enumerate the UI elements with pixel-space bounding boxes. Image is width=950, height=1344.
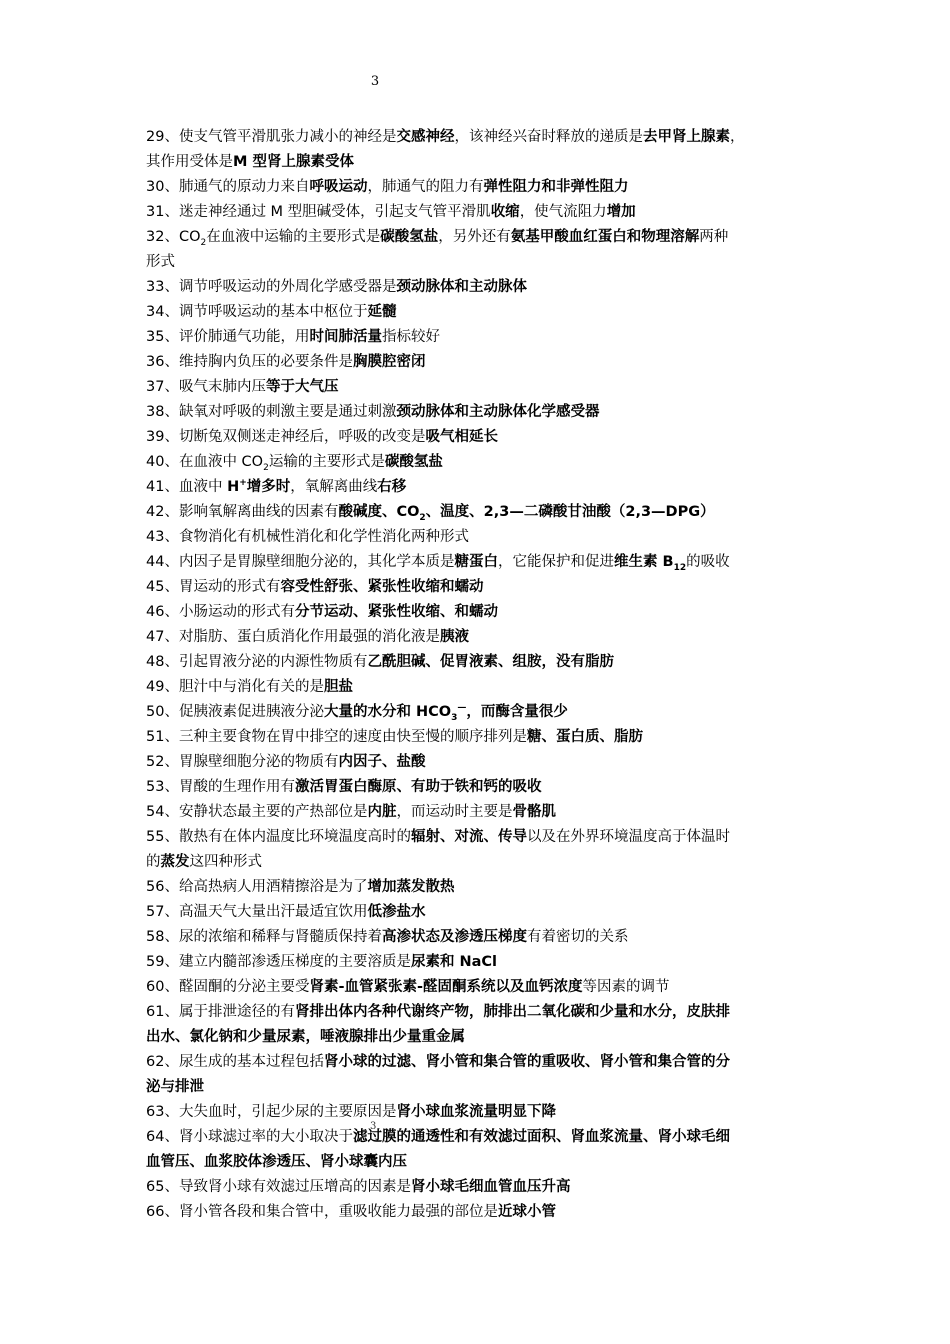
bold-text: 肾小球的过滤、肾小管和集合管的重吸收、肾小管和集合管的分 [323, 1054, 730, 1070]
text-line [146, 900, 816, 925]
overlay-page-mark: 3 [370, 1121, 377, 1132]
bold-text: 胸膜腔密闭 [352, 354, 426, 370]
text-segment: 60、醛固酮的分泌主要受 [146, 979, 310, 995]
text-line [146, 1200, 816, 1225]
text-line [146, 650, 816, 675]
text-line [146, 550, 816, 575]
text-segment: 34、调节呼吸运动的基本中枢位于 [146, 304, 368, 320]
text-segment: 40、在血液中 CO [146, 454, 264, 470]
bold-text: 高渗状态及渗透压梯度 [381, 929, 527, 945]
text-segment: 等因素的调节 [582, 979, 670, 995]
text-segment: 59、建立内髓部渗透压梯度的主要溶质是 [146, 954, 411, 970]
text-segment: 这四种形式 [189, 854, 262, 870]
text-segment: 形式 [146, 254, 175, 270]
text-segment: 37、吸气末肺内压 [146, 379, 266, 395]
text-line [146, 525, 816, 550]
text-line [146, 425, 816, 450]
text-segment: 45、胃运动的形式有 [146, 579, 281, 595]
text-line [146, 275, 816, 300]
text-segment: 32、CO [146, 229, 201, 245]
text-segment: 有着密切的关系 [526, 929, 629, 945]
text-segment: 43、食物消化有机械性消化和化学性消化两种形式 [146, 529, 469, 545]
text-segment: ，另外还有 [438, 229, 511, 245]
text-line [146, 1050, 816, 1075]
bold-text: M 型肾上腺素受体 [233, 154, 354, 170]
bold-text: 等于大气压 [265, 379, 339, 395]
text-segment: 3 [451, 712, 458, 723]
bold-text: 大量的水分和 HCO [323, 704, 452, 720]
text-line [146, 500, 816, 525]
text-line [146, 250, 816, 275]
text-segment: 46、小肠运动的形式有 [146, 604, 295, 620]
bold-text: 右移 [377, 479, 407, 495]
text-segment: 2 [419, 512, 426, 523]
text-line [146, 800, 816, 825]
text-segment: 30、肺通气的原动力来自 [146, 179, 310, 195]
bold-text: 泌与排泄 [146, 1079, 204, 1095]
text-segment: 2 [263, 462, 269, 473]
text-segment: 2 [200, 237, 207, 248]
bold-text: 分节运动、紧张性收缩、和蠕动 [294, 604, 498, 620]
text-line [146, 225, 816, 250]
text-line [146, 700, 816, 725]
page-number: 3 [370, 74, 380, 89]
text-segment: 47、对脂肪、蛋白质消化作用最强的消化液是 [146, 629, 440, 645]
bold-text: 肾排出体内各种代谢终产物，肺排出二氧化碳和少量和水分，皮肤排 [294, 1004, 730, 1020]
text-line [146, 1000, 816, 1025]
text-line [146, 600, 816, 625]
bold-text: 颈动脉体和主动脉体化学感受器 [396, 404, 600, 420]
bold-text: H [227, 479, 240, 495]
text-segment: ，该神经兴奋时释放的递质是 [454, 129, 643, 145]
text-line [146, 925, 816, 950]
bold-text: 碳酸氢盐 [384, 454, 443, 470]
text-segment: 56、给高热病人用酒精擦浴是为了 [146, 879, 368, 895]
text-line [146, 625, 816, 650]
bold-text: 碳酸氢盐 [380, 229, 439, 245]
text-segment: 61、属于排泄途径的有 [146, 1004, 295, 1020]
text-line [146, 575, 816, 600]
text-segment: 33、调节呼吸运动的外周化学感受器是 [146, 279, 397, 295]
text-segment: 29、使支气管平滑肌张力减小的神经是 [146, 129, 397, 145]
text-line [146, 150, 816, 175]
bold-text: 增多时 [246, 479, 291, 495]
text-segment: 运输的主要形式是 [268, 454, 385, 470]
text-line [146, 375, 816, 400]
bold-text: 肾素-血管紧张素-醛固酮系统以及血钙浓度 [309, 979, 583, 995]
text-line [146, 1125, 816, 1150]
text-line [146, 1100, 816, 1125]
text-line [146, 875, 816, 900]
bold-text: 糖蛋白 [454, 554, 498, 570]
bold-text: 辐射、对流、传导 [410, 829, 527, 845]
bold-text: 颈动脉体和主动脉体 [396, 279, 527, 295]
text-line [146, 975, 816, 1000]
bold-text: 胰液 [439, 629, 469, 645]
text-segment: 41、血液中 [146, 479, 228, 495]
text-line [146, 325, 816, 350]
bold-text: 维生素 B [613, 554, 674, 570]
bold-text: 呼吸运动 [309, 179, 368, 195]
bold-text: 增加 [606, 204, 636, 220]
text-segment: 36、维持胸内负压的必要条件是 [146, 354, 353, 370]
bold-text: 肾小球毛细血管血压升高 [410, 1179, 571, 1195]
text-line [146, 825, 816, 850]
text-segment: 在血液中运输的主要形式是 [206, 229, 381, 245]
text-segment: 66、肾小管各段和集合管中，重吸收能力最强的部位是 [146, 1204, 498, 1220]
bold-text: 骨骼肌 [512, 804, 556, 820]
bold-text: 内脏 [367, 804, 397, 820]
text-segment: ，它能保护和促进 [497, 554, 614, 570]
text-segment: 以及在外界环境温度高于体温时 [526, 829, 730, 845]
text-line [146, 675, 816, 700]
bold-text: 激活胃蛋白酶原、有助于铁和钙的吸收 [294, 779, 542, 795]
text-segment: 54、安静状态最主要的产热部位是 [146, 804, 368, 820]
text-segment: 58、尿的浓缩和稀释与肾髓质保持着 [146, 929, 382, 945]
text-segment: 其作用受体是 [146, 154, 233, 170]
text-line [146, 775, 816, 800]
text-segment: 12 [673, 562, 687, 573]
bold-text: 低渗盐水 [367, 904, 426, 920]
bold-text: ，而酶含量很少 [466, 704, 568, 720]
bold-text: 酸碱度、CO [338, 504, 420, 520]
text-segment: ， [729, 129, 745, 145]
text-segment: 的吸收 [686, 554, 730, 570]
text-line [146, 450, 816, 475]
text-line [146, 750, 816, 775]
text-line [146, 350, 816, 375]
text-segment: ，使气流阻力 [519, 204, 607, 220]
text-segment: 31、迷走神经通过 M 型胆碱受体，引起支气管平滑肌 [146, 204, 491, 220]
text-segment: 51、三种主要食物在胃中排空的速度由快至慢的顺序排列是 [146, 729, 527, 745]
text-line [146, 1075, 816, 1100]
bold-text: 出水、氯化钠和少量尿素，唾液腺排出少量重金属 [146, 1029, 465, 1045]
bold-text: 去甲肾上腺素 [642, 129, 730, 145]
text-segment: 的 [146, 854, 161, 870]
bold-text: 近球小管 [497, 1204, 556, 1220]
text-line [146, 475, 816, 500]
bold-text: 氨基甲酸血红蛋白和物理溶解 [510, 229, 700, 245]
text-segment: ，而运动时主要是 [396, 804, 513, 820]
text-segment: 63、大失血时，引起少尿的主要原因是 [146, 1104, 397, 1120]
bold-text: 血管压、血浆胶体渗透压、肾小球囊内压 [146, 1154, 407, 1170]
text-segment: 指标较好 [381, 329, 440, 345]
bold-text: 容受性舒张、紧张性收缩和蠕动 [280, 579, 484, 595]
text-segment: 62、尿生成的基本过程包括 [146, 1054, 324, 1070]
text-segment: 48、引起胃液分泌的内源性物质有 [146, 654, 368, 670]
bold-text: 、温度、2,3—二磷酸甘油酸（2,3—DPG） [425, 504, 715, 520]
text-line [146, 1025, 816, 1050]
bold-text: 尿素和 NaCl [410, 954, 498, 970]
text-segment: ，氧解离曲线 [290, 479, 378, 495]
text-line [146, 200, 816, 225]
text-segment: 35、评价肺通气功能，用 [146, 329, 310, 345]
bold-text: 滤过膜的通透性和有效滤过面积、肾血浆流量、肾小球毛细 [352, 1129, 730, 1145]
text-line [146, 1150, 816, 1175]
bold-text: 蒸发 [160, 854, 190, 870]
bold-text: 交感神经 [396, 129, 455, 145]
text-segment: 39、切断兔双侧迷走神经后，呼吸的改变是 [146, 429, 426, 445]
text-segment: 42、影响氧解离曲线的因素有 [146, 504, 339, 520]
text-segment: ，肺通气的阻力有 [367, 179, 484, 195]
bold-text: 糖、蛋白质、脂肪 [526, 729, 643, 745]
text-line [146, 950, 816, 975]
text-segment: 49、胆汁中与消化有关的是 [146, 679, 324, 695]
bold-text: 延髓 [367, 304, 397, 320]
text-segment: 64、肾小球滤过率的大小取决于 [146, 1129, 353, 1145]
bold-text: 乙酰胆碱、促胃液素、组胺，没有脂肪 [367, 654, 614, 670]
bold-text: 胆盐 [323, 679, 353, 695]
document-body [146, 125, 816, 1225]
bold-text: 时间肺活量 [309, 329, 382, 345]
text-segment: 44、内因子是胃腺壁细胞分泌的，其化学本质是 [146, 554, 455, 570]
text-line [146, 300, 816, 325]
bold-text: 肾小球血浆流量明显下降 [396, 1104, 556, 1120]
text-line [146, 175, 816, 200]
text-segment: 55、散热有在体内温度比环境温度高时的 [146, 829, 411, 845]
bold-text: 增加蒸发散热 [367, 879, 455, 895]
text-segment: 52、胃腺壁细胞分泌的物质有 [146, 754, 339, 770]
text-segment: — [457, 703, 467, 714]
text-segment: + [239, 478, 247, 489]
bold-text: 弹性阻力和非弹性阻力 [483, 179, 629, 195]
bold-text: 内因子、盐酸 [338, 754, 426, 770]
text-line [146, 125, 816, 150]
text-segment: 两种 [699, 229, 729, 245]
text-segment: 53、胃酸的生理作用有 [146, 779, 295, 795]
text-line [146, 1175, 816, 1200]
text-segment: 65、导致肾小球有效滤过压增高的因素是 [146, 1179, 411, 1195]
bold-text: 收缩 [490, 204, 520, 220]
bold-text: 吸气相延长 [425, 429, 498, 445]
text-line [146, 850, 816, 875]
text-line [146, 400, 816, 425]
text-segment: 38、缺氧对呼吸的刺激主要是通过刺激 [146, 404, 397, 420]
text-line [146, 725, 816, 750]
text-segment: 50、促胰液素促进胰液分泌 [146, 704, 324, 720]
text-segment: 57、高温天气大量出汗最适宜饮用 [146, 904, 368, 920]
